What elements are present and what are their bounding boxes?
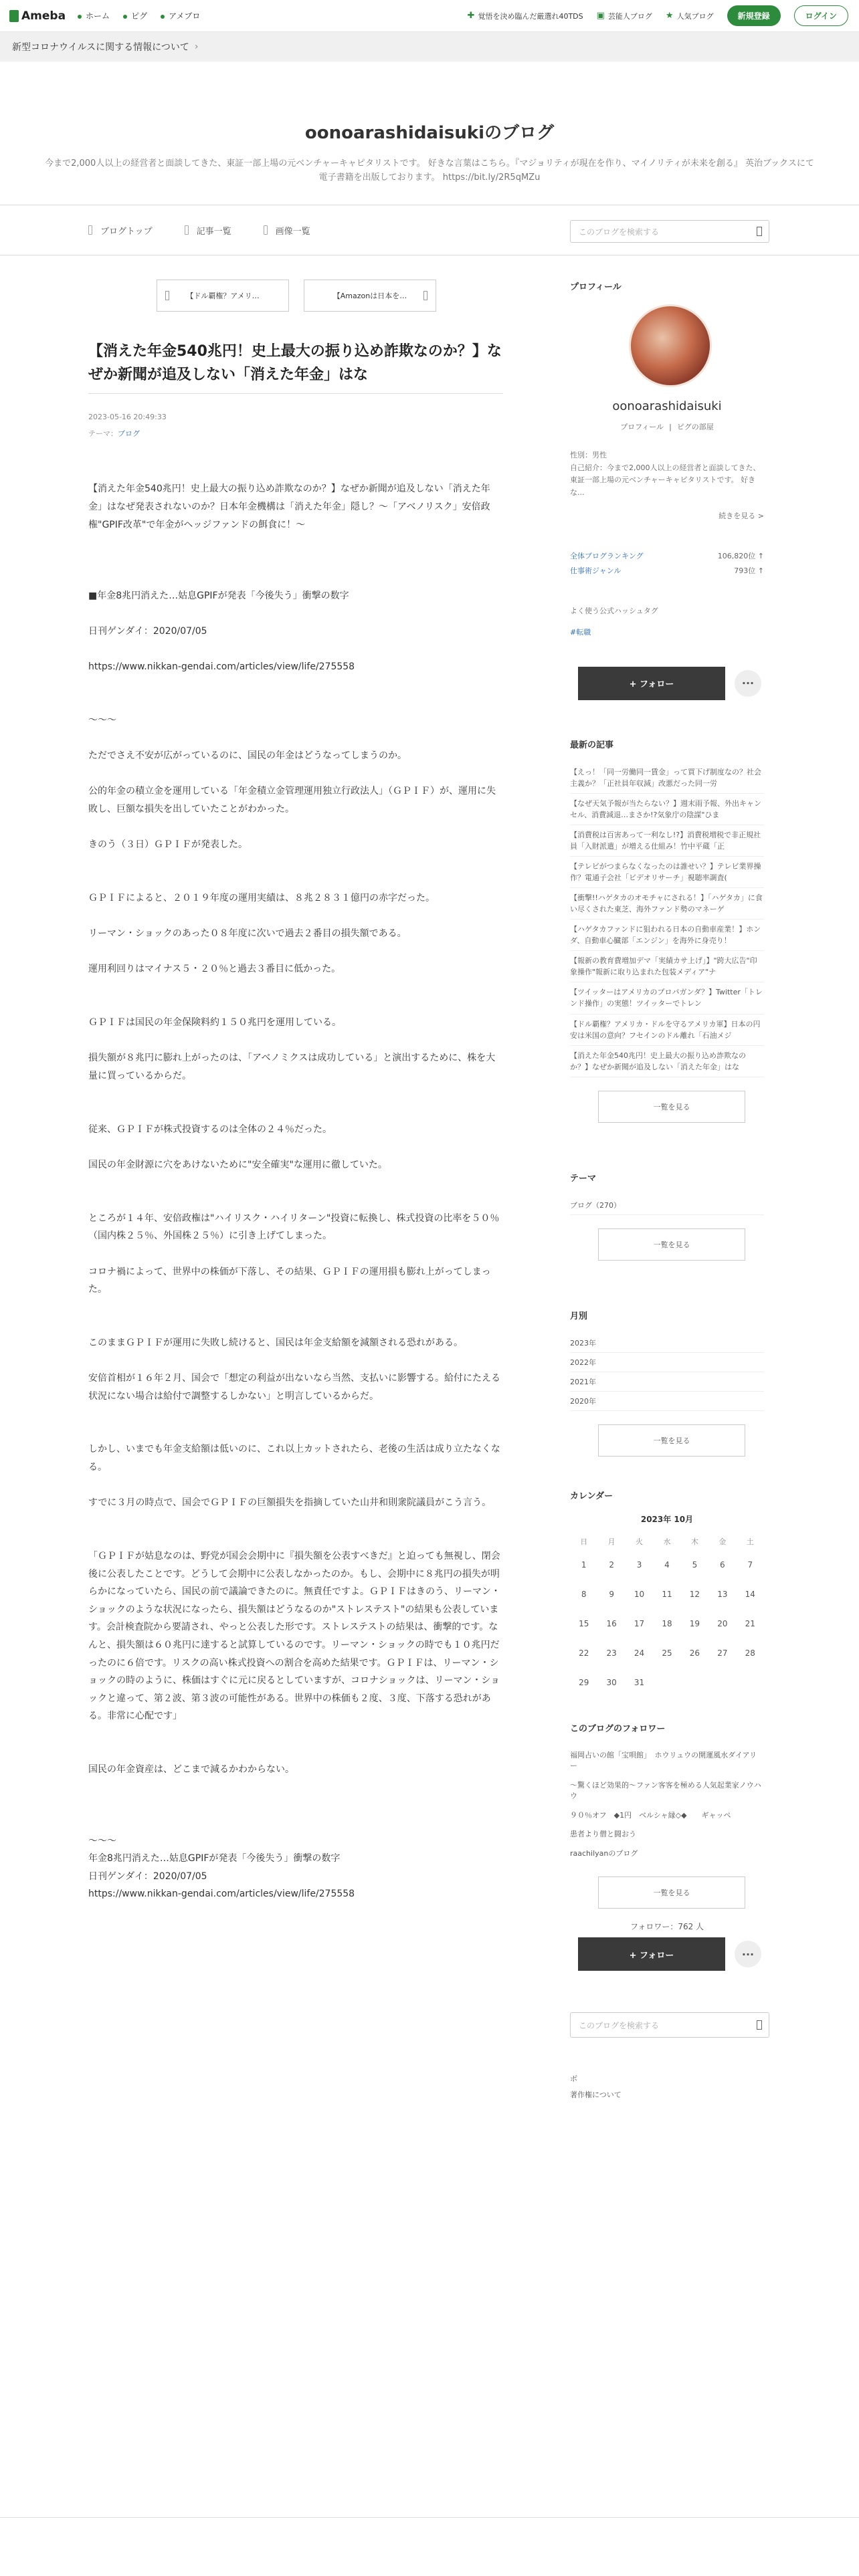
ameblo-icon (161, 15, 165, 19)
latest-entry-link[interactable]: 【ツイッターはアメリカのプロパガンダ？】Twitter「トレンド操作」の実態！ツイッターでトレン (570, 982, 764, 1014)
followers-heading: このブログのフォロワー (570, 1723, 666, 1734)
celebrity-blog-link[interactable]: ▣ 芸能人ブログ (596, 11, 652, 21)
article-paragraph: 〜〜〜 (88, 715, 116, 726)
calendar-day[interactable]: 15 (579, 1618, 589, 1628)
article-paragraph (88, 1299, 503, 1317)
calendar-day[interactable]: 10 (634, 1589, 645, 1599)
hashtag-label: よく使う公式ハッシュタグ (570, 606, 658, 615)
list-icon (185, 225, 189, 235)
blog-nav (0, 205, 859, 255)
logo-text: Ameba (21, 9, 66, 23)
article-paragraph (88, 1085, 503, 1103)
home-icon (88, 225, 92, 235)
calendar-day[interactable]: 18 (662, 1618, 672, 1628)
article-paragraph (88, 1423, 503, 1441)
article-paragraph (88, 871, 503, 889)
sidebar-search-input[interactable]: このブログを検索する (570, 2012, 769, 2038)
article-paragraph (88, 569, 503, 587)
article-paragraph (88, 1352, 503, 1370)
calendar-day[interactable]: 8 (581, 1589, 587, 1599)
avatar[interactable] (629, 304, 712, 387)
article-paragraph (88, 1174, 503, 1192)
calendar-day[interactable]: 11 (662, 1589, 672, 1599)
calendar-weekday: 木 (690, 1537, 698, 1546)
footer-divider (0, 2517, 859, 2518)
calendar-weekday: 土 (746, 1537, 754, 1546)
article-paragraph (88, 1103, 503, 1121)
calendar-day[interactable]: 9 (609, 1589, 614, 1599)
follow-row (578, 667, 764, 700)
latest-entry-link[interactable]: 【報新の教育費増加デマ「実績カサ上げ」】"跨大広告"印象操作"報新に取り込まれた包装メディア"ナ (570, 951, 764, 982)
notice-text: 新型コロナウイルスに関する情報について (12, 42, 189, 53)
pigg-icon (123, 15, 127, 19)
article-paragraph (88, 605, 503, 623)
calendar-day[interactable]: 25 (662, 1648, 672, 1658)
sidebar-footer-links (570, 2071, 764, 2103)
blog-description: 今まで2,000人以上の経営者と面談してきた、東証一部上場の元ベンチャーキャピタリストです。 好きな言葉はこちら。『マジョリティが現在を作り、マイノリティが未来を創る』 英治ブックスにて電子書籍を出版しております。 https://bit.ly/2R5qMZu (45, 158, 814, 183)
calendar-day[interactable]: 5 (692, 1560, 698, 1570)
article-paragraph: ただでさえ不安が広がっているのに、国民の年金はどうなってしまうのか。 (88, 750, 407, 762)
article-paragraph (88, 996, 503, 1014)
copyright-link[interactable]: 著作権について (570, 2090, 622, 2100)
article-paragraph: 公的年金の積立金を運用している「年金積立金管理運用独立行政法人」（ＧＰＩＦ）が、運用に失敗し、巨額な損失を出していたことがわかった。 (88, 786, 496, 815)
article-paragraph: ■年金8兆円消えた…姑息GPIFが発表「今後失う」衝撃の数字 (88, 590, 349, 601)
search-icon[interactable] (757, 2020, 762, 2030)
latest-heading: 最新の記事 (570, 740, 614, 750)
nav-pigg[interactable]: ピグ (123, 10, 147, 21)
global-header (0, 0, 859, 32)
plus-icon: ✚ (467, 11, 475, 21)
article-paragraph: 【消えた年金540兆円！史上最大の振り込め詐欺なのか？】なぜか新聞が追及しない「消えた年金」はなぜ発表されないのか？日本年金機構は「消えた年金」隠し？〜「アベノリスク」安倍政権"GPIF改革"で年金がヘッジファンドの餌食に！〜 (88, 484, 490, 530)
covid-notice-bar[interactable] (0, 32, 859, 62)
latest-entry-link[interactable]: 【ドル覇権？アメリカ・ドルを守るアメリカ軍】日本の円安は米国の意向？フセインのドル離れ「石油メジ (570, 1014, 764, 1046)
latest-entry-link[interactable]: 【えっ！「同一労働同一賃金」って買下げ制度なの？社会主義か？「正社員年収減」改悪だった同一労 (570, 762, 764, 794)
rank-genre-link[interactable]: 仕事術ジャンル (570, 566, 622, 575)
follower-item[interactable]: ９０％オフ ◆1円 ベルシャ縁◇◆ ギャッペ (570, 1810, 731, 1820)
chevron-right-icon: › (194, 41, 199, 52)
followers-list-button[interactable]: 一覧を見る (598, 1876, 745, 1909)
article-paragraph (88, 1725, 503, 1743)
article-paragraph: しかし、いまでも年金支給額は低いのに、これ以上カットされたら、老後の生活は成り立たなくなる。 (88, 1444, 500, 1473)
calendar-grid (570, 1534, 764, 1697)
nav-blog-top[interactable]: ブログトップ (88, 224, 153, 237)
header-right (468, 5, 848, 26)
calendar-day[interactable]: 7 (747, 1560, 753, 1570)
followers-section (570, 1721, 764, 1971)
calendar-day[interactable]: 19 (689, 1618, 700, 1628)
calendar-day[interactable]: 3 (636, 1560, 642, 1570)
rank-overall-link[interactable]: 全体ブログランキング (570, 551, 644, 560)
read-more-link[interactable]: 続きを見る > (719, 511, 764, 520)
latest-list (570, 762, 764, 1077)
calendar-day[interactable]: 24 (634, 1648, 645, 1658)
article-paragraph (88, 534, 503, 552)
calendar-day[interactable]: 4 (664, 1560, 670, 1570)
article-paragraph (88, 854, 503, 872)
follower-item[interactable]: 〜驚くほど効果的〜ファン客客を極める人気起業家ノウハウ (570, 1780, 761, 1801)
profile-link[interactable]: プロフィール (620, 423, 664, 431)
article-paragraph: https://www.nikkan-gendai.com/articles/view/life/275558 (88, 661, 355, 673)
article-paragraph: きのう（３日）ＧＰＩＦが発表した。 (88, 839, 248, 851)
latest-entry-link[interactable]: 【衝撃!!ハゲタカのオモチャにされる！】「ハゲタカ」に食い尽くされた東芝、海外ファンド勢のマネーゲ (570, 888, 764, 920)
article-paragraph (88, 1477, 503, 1495)
calendar-day[interactable]: 23 (606, 1648, 617, 1658)
blog-title[interactable]: oonoarashidaisukiのブログ (304, 123, 555, 143)
month-item[interactable]: 2023年 (570, 1333, 764, 1353)
home-icon (78, 15, 82, 19)
article-paragraph: 運用利回りはマイナス５・２０％と過去３番目に低かった。 (88, 964, 341, 975)
nav-ameblo[interactable]: アメブロ (161, 10, 200, 21)
more-options-icon[interactable]: ··· (735, 1941, 761, 1967)
month-item[interactable]: 2020年 (570, 1392, 764, 1411)
article-paragraph (88, 907, 503, 926)
month-heading: 月別 (570, 1311, 588, 1321)
article-paragraph: リーマン・ショックのあった０８年度に次いで過去２番目の損失額である。 (88, 928, 407, 940)
calendar-month: 2023年 10月 (640, 1514, 694, 1524)
calendar-day[interactable]: 13 (717, 1589, 728, 1599)
calendar-day[interactable]: 26 (689, 1648, 700, 1658)
calendar-weekday: 金 (719, 1537, 727, 1546)
theme-section (570, 1171, 764, 1261)
article-date: 2023-05-16 20:49:33 (88, 413, 167, 422)
calendar-day[interactable]: 22 (579, 1648, 589, 1658)
follow-button-2[interactable]: + フォロー (578, 1937, 725, 1971)
month-list-button[interactable]: 一覧を見る (598, 1424, 745, 1457)
article-paragraph: 安倍首相が１６年２月、国会で「想定の利益が出ないなら当然、支払いに影響する。給付にたえる状況にない場合は給付で調整するしかない」と明言しているからだ。 (88, 1373, 500, 1402)
article-paragraph (88, 1192, 503, 1210)
calendar-day[interactable]: 30 (606, 1677, 617, 1687)
calendar-day[interactable]: 17 (634, 1618, 645, 1628)
calendar-day[interactable]: 1 (581, 1560, 587, 1570)
article-paragraph (88, 1138, 503, 1156)
calendar-day[interactable]: 31 (634, 1677, 645, 1687)
calendar-heading: カレンダー (570, 1491, 613, 1501)
sidebar (570, 280, 764, 2104)
article-paragraph (88, 552, 503, 570)
promo-link[interactable]: ✚ 覚悟を決め臨んだ厳選れ40TDS (467, 11, 583, 21)
article-paragraph (88, 1032, 503, 1050)
calendar-weekday: 水 (663, 1537, 671, 1546)
calendar-day[interactable]: 29 (579, 1677, 589, 1687)
article-paragraph: ＧＰＩＦによると、２０１９年度の運用実績は、８兆２８３１億円の赤字だった。 (88, 893, 435, 904)
blog-search-input[interactable]: このブログを検索する (570, 220, 769, 243)
profile-gender: 性別：男性 (570, 451, 607, 459)
rank-genre: 仕事術ジャンル 793位 ↑ (570, 566, 764, 575)
calendar-day[interactable]: 20 (717, 1618, 728, 1628)
article-paragraph (88, 943, 503, 961)
month-item[interactable]: 2021年 (570, 1372, 764, 1392)
calendar-day[interactable]: 16 (606, 1618, 617, 1628)
monthly-section (570, 1309, 764, 1457)
rank-overall: 全体ブログランキング 106,820位 ↑ (570, 551, 764, 560)
latest-entry-link[interactable]: 【ハゲタカファンドに狙われる日本の自動車産業！】ホンダ、自動車心臓部「エンジン」を海外に身売り！ (570, 920, 764, 951)
article-paragraph (88, 1245, 503, 1263)
article-paragraph: 国民の年金財源に穴をあけないために"安全確実"な運用に徹していた。 (88, 1159, 387, 1170)
sidebar-footer-link[interactable]: ボ (570, 2074, 577, 2084)
calendar-section (570, 1489, 764, 1697)
profile-info (570, 449, 764, 500)
article-paragraph: ＧＰＩＦは国民の年金保険料約１５０兆円を運用している。 (88, 1017, 341, 1029)
article-paragraph (88, 1743, 503, 1761)
calendar-weekday: 日 (580, 1537, 588, 1546)
calendar-day[interactable]: 28 (745, 1648, 755, 1658)
article-body (88, 480, 503, 1903)
article-paragraph: ところが１４年、安倍政権は"ハイリスク・ハイリターン"投資に転換し、株式投資の比率を５０％（国内株２５％、外国株２５％）に引き上げてしまった。 (88, 1212, 500, 1242)
latest-entries (570, 738, 764, 1123)
article-paragraph (88, 1814, 503, 1832)
blog-header (0, 62, 859, 205)
more-options-icon[interactable]: ··· (735, 670, 761, 697)
chevron-left-icon (165, 291, 169, 300)
follow-row-2 (578, 1937, 764, 1971)
calendar-weekday: 火 (636, 1537, 644, 1546)
profile-heading: プロフィール (570, 282, 622, 292)
follower-item[interactable]: 福岡占いの館「宝唄館」 ホウリュウの開運風水ダイアリー (570, 1750, 757, 1771)
article-paragraph: すでに３月の時点で、国会でＧＰＩＦの巨額損失を指摘していた山井和則衆院議員がこう言う。 (88, 1497, 492, 1509)
nav-image-list[interactable]: 画像一覧 (264, 224, 310, 237)
profile-intro: 自己紹介：今まで2,000人以上の経営者と面談してきた、東証一部上場の元ベンチャーキャピタリストです。 好きな... (570, 463, 761, 498)
article-paragraph (88, 978, 503, 996)
theme-heading: テーマ (570, 1173, 597, 1184)
global-nav (78, 10, 200, 21)
article-column (88, 280, 503, 2104)
theme-item[interactable]: ブログ（270） (570, 1196, 764, 1215)
latest-entry-link[interactable]: 【なぜ天気予報が当たらない？】週末雨予報、外出キャンセル、消費減退…まさか!?気象庁の陰謀"ひま (570, 794, 764, 825)
follower-item[interactable]: 患者より僧と闘おう (570, 1830, 636, 1839)
article-paragraph: このままＧＰＩＦが運用に失敗し続けると、国民は年金支給額を減額される恐れがある。 (88, 1337, 463, 1348)
calendar-day[interactable]: 12 (689, 1589, 700, 1599)
article-paragraph (88, 1529, 503, 1547)
article-paragraph (88, 730, 503, 748)
calendar-weekday: 月 (607, 1537, 615, 1546)
article-paragraph (88, 676, 503, 694)
calendar-day[interactable]: 6 (720, 1560, 725, 1570)
popular-blog-link[interactable]: ★ 人気ブログ (665, 11, 714, 21)
profile-links: プロフィール | ピグの部屋 (620, 423, 714, 431)
calendar-day[interactable]: 21 (745, 1618, 755, 1628)
follower-count: フォロワー：762 人 (630, 1922, 704, 1932)
article-paragraph (88, 819, 503, 837)
latest-list-button[interactable]: 一覧を見る (598, 1091, 745, 1123)
hashtag-link[interactable]: #転職 (570, 627, 591, 637)
image-icon (264, 225, 268, 235)
next-entry-button[interactable]: 【Amazonは日本を… (304, 280, 436, 312)
register-button[interactable]: 新規登録 (727, 5, 781, 26)
entry-pager (157, 280, 503, 312)
nav-home[interactable]: ホーム (78, 10, 110, 21)
nav-entry-list[interactable]: 記事一覧 (185, 224, 231, 237)
article-paragraph: 損失額が８兆円に膨れ上がったのは、「アベノミクスは成功している」と演出するために、株を大量に買っているからだ。 (88, 1053, 496, 1081)
follower-item[interactable]: raachilyanのブログ (570, 1848, 638, 1858)
article-paragraph (88, 694, 503, 712)
follow-button[interactable]: + フォロー (578, 667, 725, 700)
article-paragraph (88, 1512, 503, 1530)
ameba-logo-icon (9, 10, 19, 22)
theme-list-button[interactable]: 一覧を見る (598, 1228, 745, 1261)
chevron-right-icon (423, 291, 427, 300)
article-theme: テーマ：ブログ (88, 429, 140, 439)
article-paragraph: コロナ禍によって、世界中の株価が下落し、その結果、ＧＰＩＦの運用損も膨れ上がってしまった。 (88, 1266, 491, 1295)
article-paragraph: 従来、ＧＰＩＦが株式投資するのは全体の２４％だった。 (88, 1123, 332, 1135)
calendar-day[interactable]: 14 (745, 1589, 755, 1599)
article-paragraph: 「ＧＰＩＦが姑息なのは、野党が国会会期中に『損失額を公表すべきだ』と迫っても無視し、閉会後に公表したことです。どうして会期中に公表しなかったのか。もし、会期中に８兆円の損失が明らかになっていたら、国民の前で議論できたのに。無責任ですよ。ＧＰＩＦはきのう、リーマン・ショックのような状況になったら、損失額はどうなるのか"ストレステスト"の結果も公表しています。会計検査院から要請され、やっと公表した形です。ストレステストの結果は、衝撃的です。なんと、損失額は６０兆円に達すると試算しているのです。リーマン・ショックの時でも１０兆円だったのに６倍です。リスクの高い株式投資への割合を高めた結果です。ＧＰＩＦは、リーマン・ショックの時のように、株価はすぐに元に戻るとしていますが、コロナショックは、リーマン・ショックと違って、第２波、第３波の可能性がある。世界中の株価も２度、３度、下落する恐れがある。非常に心配です」 (88, 1551, 500, 1722)
latest-entry-link[interactable]: 【消えた年金540兆円！史上最大の振り込め詐欺なのか？】なぜか新聞が追及しない「消えた年金」はな (570, 1046, 764, 1077)
article-title[interactable]: 【消えた年金540兆円！史上最大の振り込め詐欺なのか？】なぜか新聞が追及しない「消えた年金」はな (88, 340, 503, 394)
article-paragraph: 〜〜〜 年金8兆円消えた…姑息GPIFが発表「今後失う」衝撃の数字 日刊ゲンダイ：2020/07/05 https://www.nikkan-gendai.com/articles/view/life/275558 (88, 1835, 355, 1900)
search-icon[interactable] (757, 227, 762, 236)
star-icon: ▣ (596, 11, 605, 21)
article-paragraph: 国民の年金資産は、どこまで減るかわからない。 (88, 1764, 294, 1776)
prev-entry-button[interactable]: 【ドル覇権？アメリ… (157, 280, 289, 312)
login-button[interactable]: ログイン (794, 5, 848, 26)
ameba-logo[interactable] (9, 9, 66, 23)
pigg-room-link[interactable]: ピグの部屋 (676, 423, 714, 431)
article-paragraph (88, 1779, 503, 1797)
latest-entry-link[interactable]: 【消費税は百害あって一利なし!?】消費税増税で非正規社員「入財派遣」が増える仕組み！竹中平蔵「正 (570, 825, 764, 857)
month-item[interactable]: 2022年 (570, 1353, 764, 1372)
article-paragraph (88, 641, 503, 659)
article-paragraph (88, 765, 503, 783)
calendar-day[interactable]: 2 (609, 1560, 614, 1570)
crown-icon: ★ (665, 11, 674, 21)
profile-name[interactable]: oonoarashidaisuki (612, 399, 722, 413)
article-paragraph: 日刊ゲンダイ：2020/07/05 (88, 626, 207, 637)
article-paragraph (88, 1405, 503, 1423)
article-paragraph (88, 1316, 503, 1334)
calendar-day[interactable]: 27 (717, 1648, 728, 1658)
article-paragraph (88, 1796, 503, 1814)
content-area (0, 255, 859, 2104)
latest-entry-link[interactable]: 【テレビがつまらなくなったのは誰せい？】テレビ業界操作？電通子会社「ビデオリサーチ」視聴率調査( (570, 857, 764, 888)
theme-link[interactable]: ブログ (118, 429, 140, 439)
